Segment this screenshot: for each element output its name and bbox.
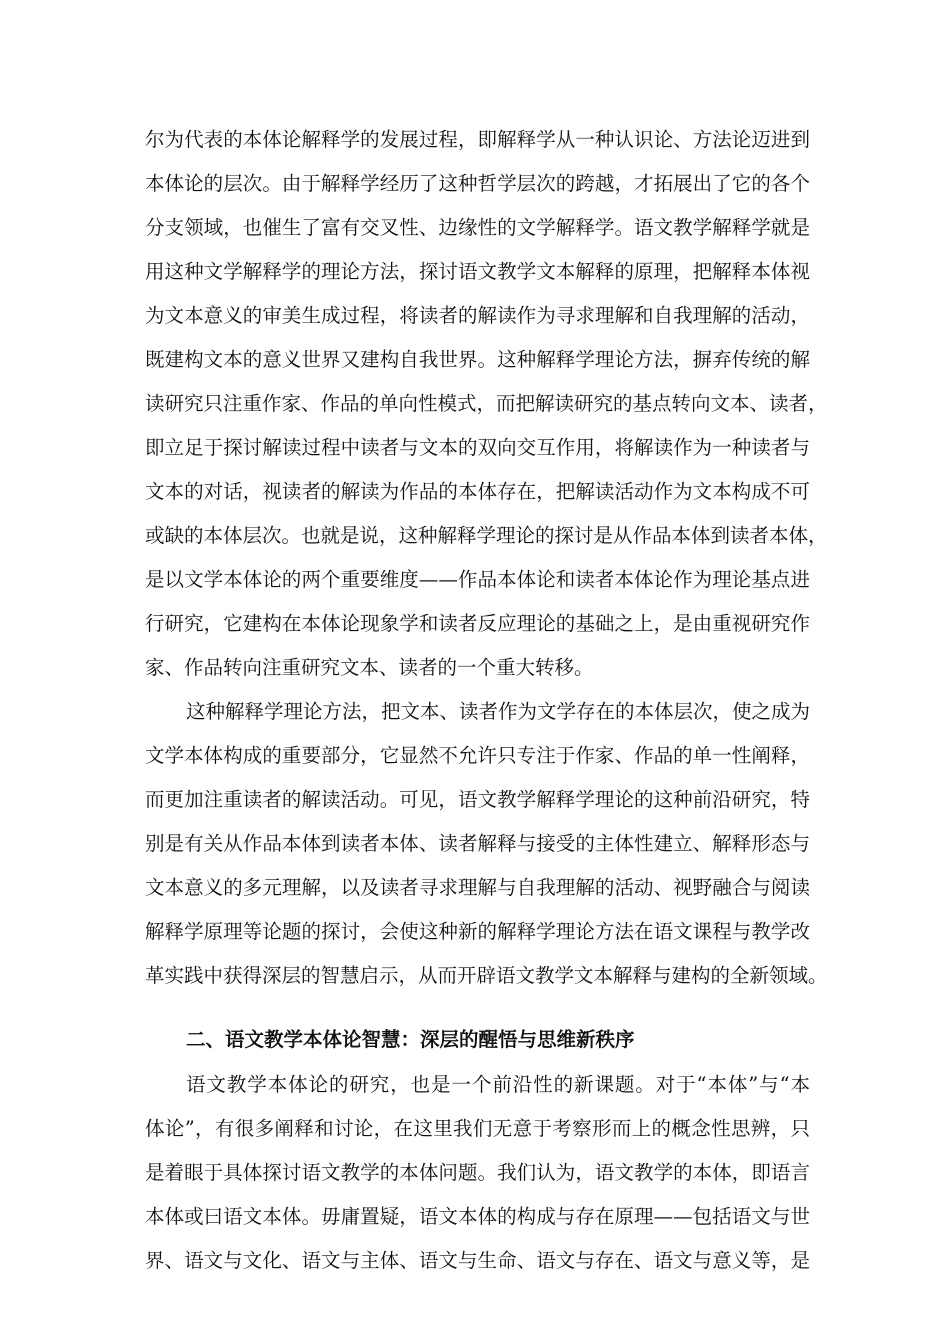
text-line: 用这种文学解释学的理论方法，探讨语文教学文本解释的原理，把解释本体视 <box>145 260 810 283</box>
text-line: 或缺的本体层次。也就是说，这种解释学理论的探讨是从作品本体到读者本体， <box>145 524 828 547</box>
text-line: 家、作品转向注重研究文本、读者的一个重大转移。 <box>145 656 594 679</box>
text-line: 分支领域，也催生了富有交叉性、边缘性的文学解释学。语文教学解释学就是 <box>145 216 810 239</box>
text-line: 解释学原理等论题的探讨，会使这种新的解释学理论方法在语文课程与教学改 <box>145 920 810 943</box>
text-line: 革实践中获得深层的智慧启示，从而开辟语文教学文本解释与建构的全新领域。 <box>145 964 828 987</box>
text-line: 语文教学本体论的研究，也是一个前沿性的新课题。对于“本体”与“本 <box>186 1073 810 1096</box>
text-line: 界、语文与文化、语文与主体、语文与生命、语文与存在、语文与意义等，是 <box>145 1249 810 1272</box>
text-line: 别是有关从作品本体到读者本体、读者解释与接受的主体性建立、解释形态与 <box>145 832 810 855</box>
text-line: 文学本体构成的重要部分，它显然不允许只专注于作家、作品的单一性阐释， <box>145 744 810 767</box>
text-line: 本体论的层次。由于解释学经历了这种哲学层次的跨越，才拓展出了它的各个 <box>145 172 810 195</box>
text-line: 体论”，有很多阐释和讨论，在这里我们无意于考察形而上的概念性思辨，只 <box>145 1117 810 1140</box>
section-heading: 二、语文教学本体论智慧：深层的醒悟与思维新秩序 <box>186 1028 635 1051</box>
text-line: 读研究只注重作家、作品的单向性模式，而把解读研究的基点转向文本、读者， <box>145 392 828 415</box>
text-line: 这种解释学理论方法，把文本、读者作为文学存在的本体层次，使之成为 <box>186 700 811 723</box>
text-line: 本体或曰语文本体。毋庸置疑，语文本体的构成与存在原理——包括语文与世 <box>145 1205 810 1228</box>
text-line: 文本意义的多元理解，以及读者寻求理解与自我理解的活动、视野融合与阅读 <box>145 876 810 899</box>
text-line: 即立足于探讨解读过程中读者与文本的双向交互作用，将解读作为一种读者与 <box>145 436 810 459</box>
text-line: 而更加注重读者的解读活动。可见，语文教学解释学理论的这种前沿研究，特 <box>145 788 810 811</box>
text-line: 为文本意义的审美生成过程，将读者的解读作为寻求理解和自我理解的活动， <box>145 304 810 327</box>
text-line: 既建构文本的意义世界又建构自我世界。这种解释学理论方法，摒弃传统的解 <box>145 348 810 371</box>
text-line: 尔为代表的本体论解释学的发展过程，即解释学从一种认识论、方法论迈进到 <box>145 128 810 151</box>
text-line: 文本的对话，视读者的解读为作品的本体存在，把解读活动作为文本构成不可 <box>145 480 810 503</box>
text-line: 行研究，它建构在本体论现象学和读者反应理论的基础之上，是由重视研究作 <box>145 612 810 635</box>
text-line: 是以文学本体论的两个重要维度——作品本体论和读者本体论作为理论基点进 <box>145 568 810 591</box>
text-line: 是着眼于具体探讨语文教学的本体问题。我们认为，语文教学的本体，即语言 <box>145 1161 810 1184</box>
